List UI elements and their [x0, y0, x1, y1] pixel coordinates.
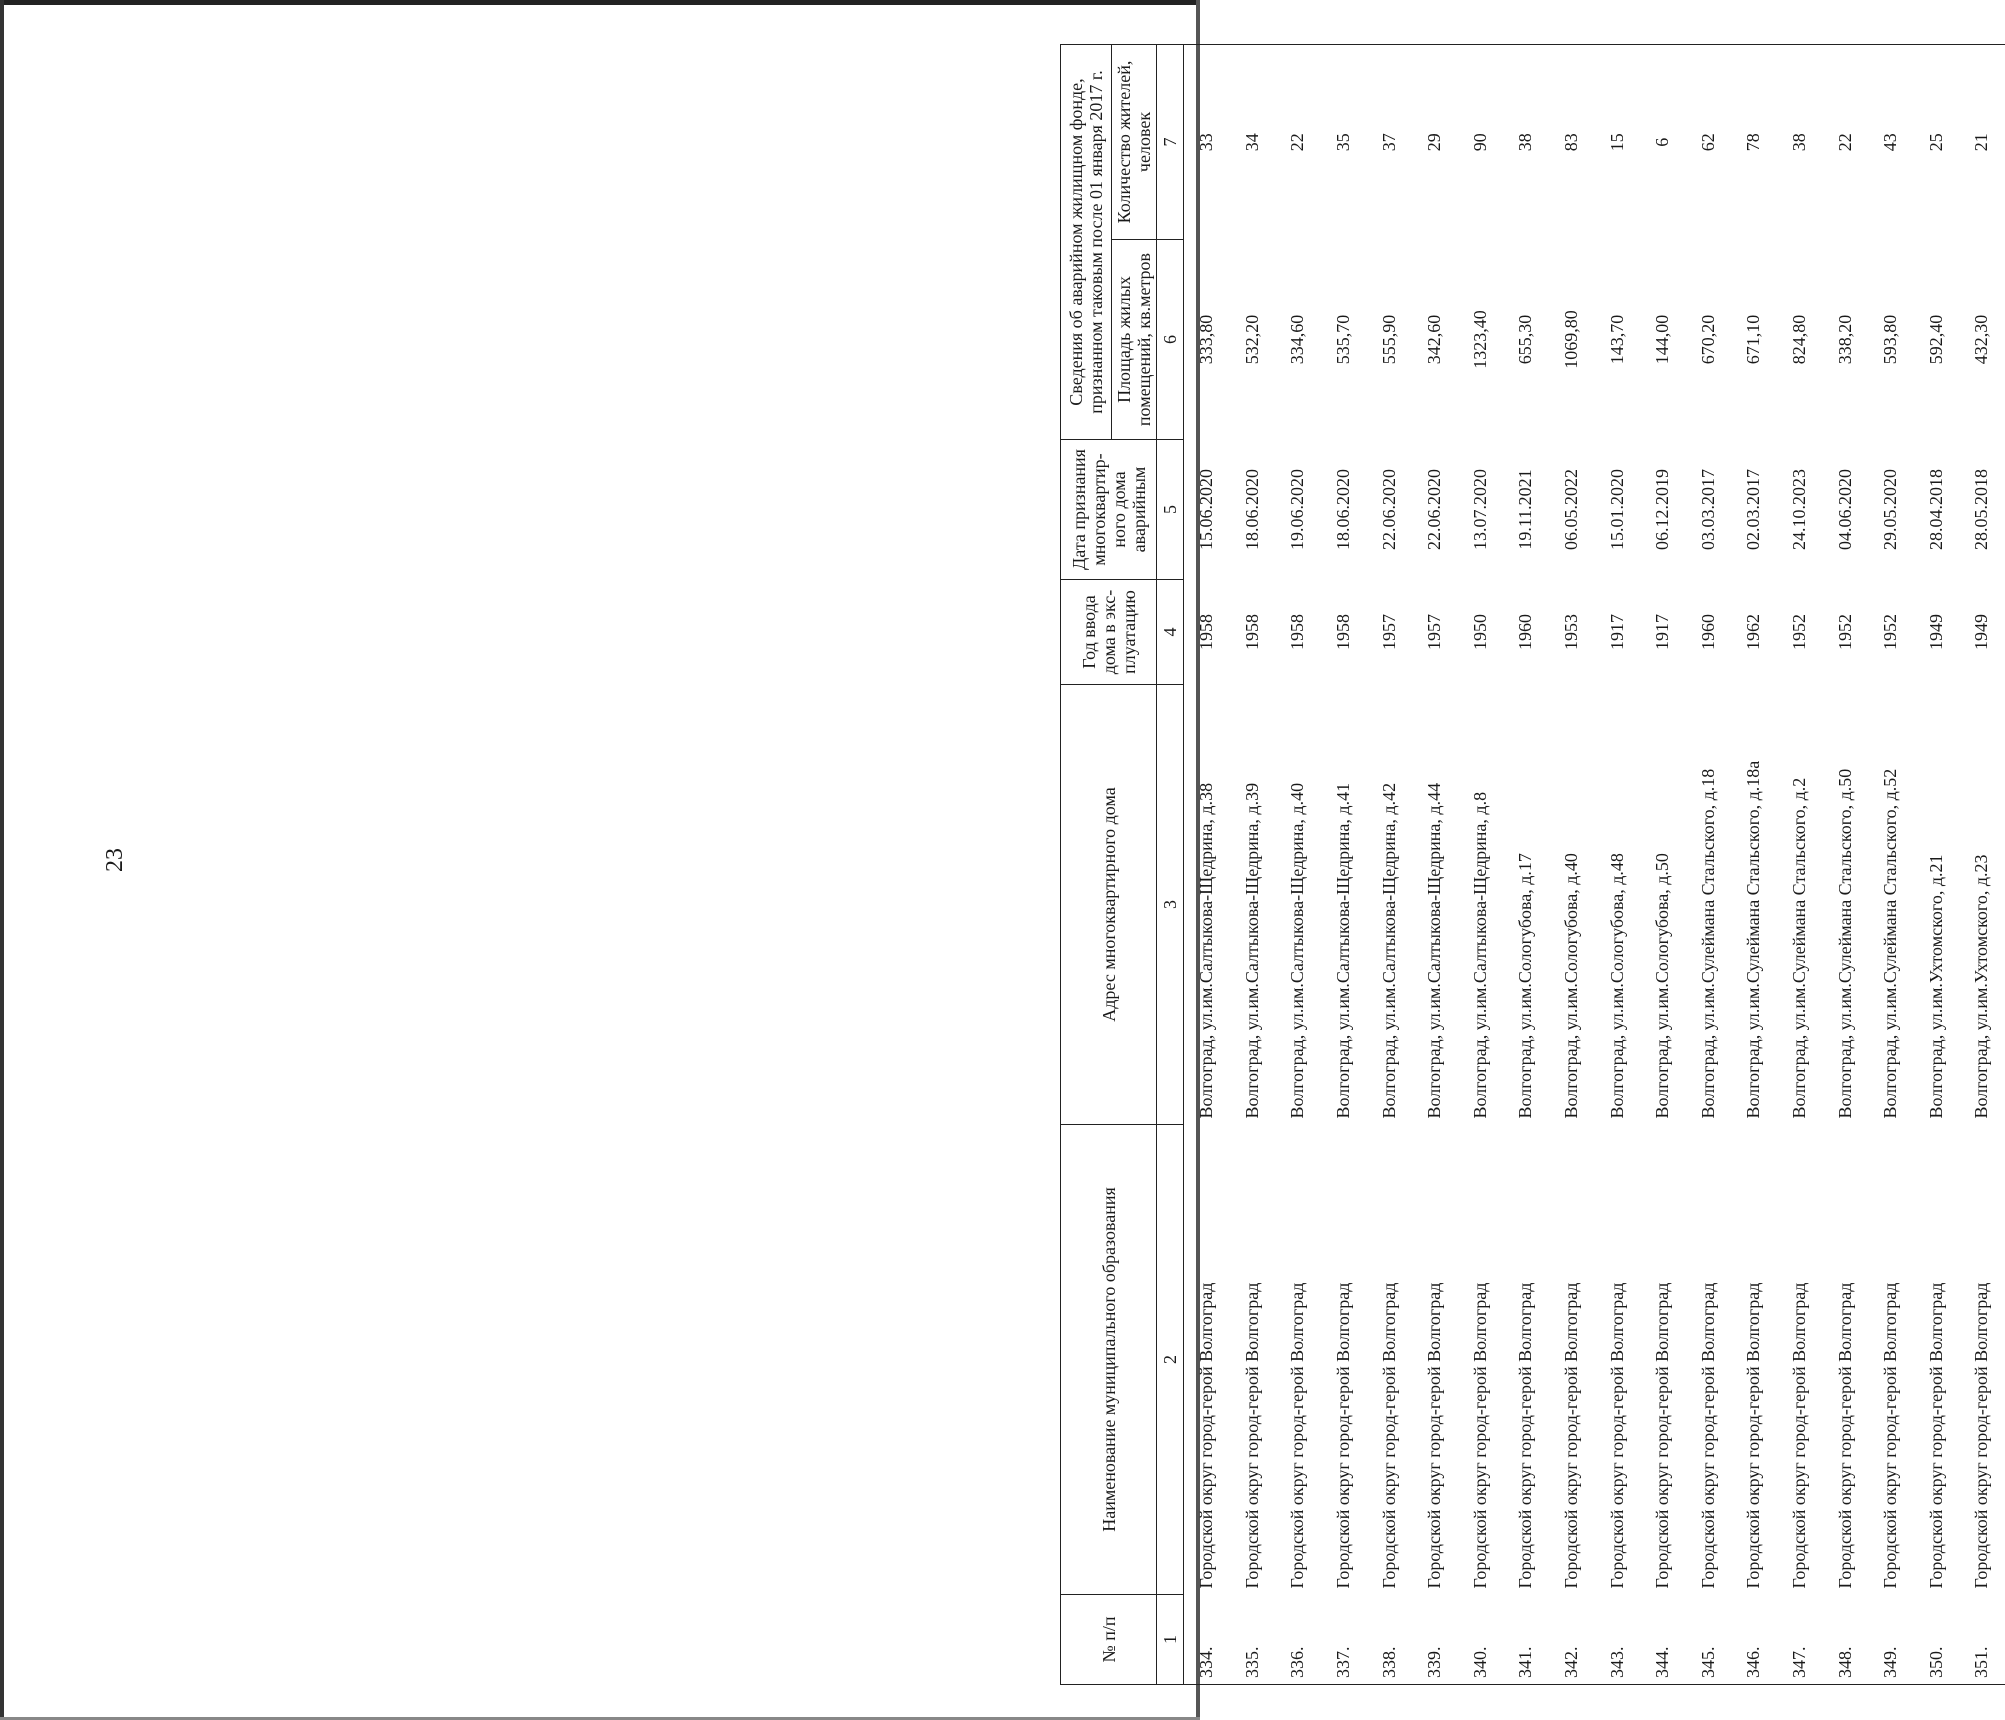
table-row [1959, 45, 2005, 1685]
column-index-row [1157, 45, 1184, 1685]
table-row [1549, 45, 1595, 1685]
header-municipality: Наименование муниципального образования [1061, 1125, 1157, 1595]
emergency-housing-table [1060, 44, 2005, 1685]
area-cell: 592,40 [1925, 314, 1946, 365]
date-cell: 06.12.2019 [1652, 469, 1673, 550]
row-number: 342. [1549, 1595, 1595, 1685]
area-cell: 432,30 [1971, 314, 1992, 365]
header-group-emergency-stock: Сведения об аварийном жилищном фонде, признанном таковым после 01 января 2017 г. [1061, 45, 1112, 440]
municipality-cell: Городской округ город-герой Волгоград [1469, 1282, 1490, 1589]
column-index: 5 [1157, 440, 1184, 580]
table-row [1412, 45, 1458, 1685]
table-row [1321, 45, 1367, 1685]
address-cell: Волгоград, ул.им.Салтыкова-Щедрина, д.40 [1287, 782, 1308, 1119]
municipality-cell: Городской округ город-герой Волгоград [1378, 1282, 1399, 1589]
address-cell: Волгоград, ул.им.Сулеймана Стальского, д.18а [1743, 760, 1764, 1119]
year-cell: 1917 [1606, 614, 1627, 650]
column-index: 3 [1157, 685, 1184, 1125]
address-cell: Волгоград, ул.им.Сологубова, д.48 [1606, 853, 1627, 1119]
row-number: 341. [1503, 1595, 1549, 1685]
row-number: 345. [1686, 1595, 1732, 1685]
date-cell: 22.06.2020 [1424, 469, 1445, 550]
date-cell: 22.06.2020 [1378, 469, 1399, 550]
area-cell: 334,60 [1287, 314, 1308, 365]
row-number: 350. [1914, 1595, 1960, 1685]
table-row [1594, 45, 1640, 1685]
row-number: 348. [1822, 1595, 1868, 1685]
address-cell: Волгоград, ул.им.Салтыкова-Щедрина, д.41 [1333, 782, 1354, 1119]
table-body [1184, 45, 2005, 1685]
residents-cell: 78 [1731, 45, 1777, 240]
municipality-cell: Городской округ город-герой Волгоград [1697, 1282, 1718, 1589]
year-cell: 1949 [1971, 614, 1992, 650]
area-cell: 532,20 [1241, 314, 1262, 365]
year-cell: 1958 [1287, 614, 1308, 650]
header-area: Площадь жилых помещений, кв.метров [1112, 240, 1157, 440]
header-num: № п/п [1061, 1595, 1157, 1685]
row-number: 337. [1321, 1595, 1367, 1685]
residents-cell: 33 [1184, 45, 1230, 240]
area-cell: 671,10 [1743, 314, 1764, 365]
date-cell: 06.05.2022 [1561, 469, 1582, 550]
residents-cell: 22 [1275, 45, 1321, 240]
date-cell: 28.05.2018 [1971, 469, 1992, 550]
residents-cell: 34 [1230, 45, 1276, 240]
area-cell: 555,90 [1378, 314, 1399, 365]
municipality-cell: Городской округ город-герой Волгоград [1287, 1282, 1308, 1589]
date-cell: 29.05.2020 [1880, 469, 1901, 550]
row-number: 346. [1731, 1595, 1777, 1685]
address-cell: Волгоград, ул.им.Сулеймана Стальского, д.52 [1880, 768, 1901, 1119]
address-cell: Волгоград, ул.им.Сулеймана Стальского, д.18 [1697, 768, 1718, 1119]
year-cell: 1953 [1561, 614, 1582, 650]
year-cell: 1957 [1378, 614, 1399, 650]
date-cell: 15.01.2020 [1606, 469, 1627, 550]
column-index: 7 [1157, 45, 1184, 240]
area-cell: 593,80 [1880, 314, 1901, 365]
row-number: 343. [1594, 1595, 1640, 1685]
row-number: 334. [1184, 1595, 1230, 1685]
area-cell: 342,60 [1424, 314, 1445, 365]
area-cell: 1323,40 [1469, 310, 1490, 369]
page-number: 23 [102, 848, 128, 872]
year-cell: 1958 [1333, 614, 1354, 650]
header-date: Дата признания многоквартир-ного дома аварийным [1061, 440, 1157, 580]
address-cell: Волгоград, ул.им.Сологубова, д.40 [1561, 853, 1582, 1119]
address-cell: Волгоград, ул.им.Сулеймана Стальского, д.2 [1789, 777, 1810, 1119]
year-cell: 1958 [1241, 614, 1262, 650]
scan-edge-left [0, 0, 4, 1720]
table-row [1731, 45, 1777, 1685]
area-cell: 655,30 [1515, 314, 1536, 365]
table-row [1230, 45, 1276, 1685]
rotated-page-content [1060, 45, 1992, 1685]
municipality-cell: Городской округ город-герой Волгоград [1880, 1282, 1901, 1589]
date-cell: 13.07.2020 [1469, 469, 1490, 550]
row-number: 340. [1458, 1595, 1504, 1685]
residents-cell: 21 [1959, 45, 2005, 240]
table-row [1275, 45, 1321, 1685]
table-row [1914, 45, 1960, 1685]
address-cell: Волгоград, ул.им.Ухтомского, д.21 [1925, 854, 1946, 1119]
municipality-cell: Городской округ город-герой Волгоград [1789, 1282, 1810, 1589]
year-cell: 1958 [1196, 614, 1217, 650]
residents-cell: 62 [1686, 45, 1732, 240]
municipality-cell: Городской округ город-герой Волгоград [1743, 1282, 1764, 1589]
year-cell: 1957 [1424, 614, 1445, 650]
row-number: 338. [1366, 1595, 1412, 1685]
residents-cell: 15 [1594, 45, 1640, 240]
date-cell: 19.11.2021 [1515, 469, 1536, 550]
date-cell: 03.03.2017 [1697, 469, 1718, 550]
residents-cell: 25 [1914, 45, 1960, 240]
date-cell: 02.03.2017 [1743, 469, 1764, 550]
address-cell: Волгоград, ул.им.Ухтомского, д.23 [1971, 854, 1992, 1119]
municipality-cell: Городской округ город-герой Волгоград [1515, 1282, 1536, 1589]
row-number: 349. [1868, 1595, 1914, 1685]
header-address: Адрес многоквартирного дома [1061, 685, 1157, 1125]
area-cell: 144,00 [1652, 314, 1673, 365]
year-cell: 1952 [1880, 614, 1901, 650]
year-cell: 1960 [1515, 614, 1536, 650]
row-number: 344. [1640, 1595, 1686, 1685]
table-row [1868, 45, 1914, 1685]
address-cell: Волгоград, ул.им.Сологубова, д.50 [1652, 853, 1673, 1119]
address-cell: Волгоград, ул.им.Салтыкова-Щедрина, д.39 [1241, 782, 1262, 1119]
column-index: 4 [1157, 580, 1184, 685]
table-header [1061, 45, 1184, 1685]
address-cell: Волгоград, ул.им.Сулеймана Стальского, д.50 [1834, 768, 1855, 1119]
date-cell: 15.06.2020 [1196, 469, 1217, 550]
area-cell: 1069,80 [1561, 310, 1582, 369]
row-number: 347. [1777, 1595, 1823, 1685]
date-cell: 19.06.2020 [1287, 469, 1308, 550]
table-row [1458, 45, 1504, 1685]
table-row [1640, 45, 1686, 1685]
municipality-cell: Городской округ город-герой Волгоград [1606, 1282, 1627, 1589]
area-cell: 338,20 [1834, 314, 1855, 365]
area-cell: 333,80 [1196, 314, 1217, 365]
table-row [1686, 45, 1732, 1685]
table-row [1777, 45, 1823, 1685]
year-cell: 1960 [1697, 614, 1718, 650]
address-cell: Волгоград, ул.им.Салтыкова-Щедрина, д.44 [1424, 782, 1445, 1119]
address-cell: Волгоград, ул.им.Салтыкова-Щедрина, д.42 [1378, 782, 1399, 1119]
year-cell: 1952 [1834, 614, 1855, 650]
date-cell: 04.06.2020 [1834, 469, 1855, 550]
municipality-cell: Городской округ город-герой Волгоград [1561, 1282, 1582, 1589]
column-index: 1 [1157, 1595, 1184, 1685]
year-cell: 1917 [1652, 614, 1673, 650]
residents-cell: 43 [1868, 45, 1914, 240]
address-cell: Волгоград, ул.им.Сологубова, д.17 [1515, 853, 1536, 1119]
municipality-cell: Городской округ город-герой Волгоград [1241, 1282, 1262, 1589]
table-row [1184, 45, 1230, 1685]
table-row [1503, 45, 1549, 1685]
municipality-cell: Городской округ город-герой Волгоград [1925, 1282, 1946, 1589]
header-year: Год ввода дома в экс-плуатацию [1061, 580, 1157, 685]
date-cell: 18.06.2020 [1241, 469, 1262, 550]
area-cell: 143,70 [1606, 314, 1627, 365]
year-cell: 1962 [1743, 614, 1764, 650]
residents-cell: 90 [1458, 45, 1504, 240]
year-cell: 1950 [1469, 614, 1490, 650]
residents-cell: 38 [1503, 45, 1549, 240]
residents-cell: 83 [1549, 45, 1595, 240]
municipality-cell: Городской округ город-герой Волгоград [1196, 1282, 1217, 1589]
municipality-cell: Городской округ город-герой Волгоград [1333, 1282, 1354, 1589]
date-cell: 24.10.2023 [1789, 469, 1810, 550]
municipality-cell: Городской округ город-герой Волгоград [1971, 1282, 1992, 1589]
residents-cell: 37 [1366, 45, 1412, 240]
area-cell: 535,70 [1333, 314, 1354, 365]
scan-edge-top [0, 0, 1200, 5]
municipality-cell: Городской округ город-герой Волгоград [1834, 1282, 1855, 1589]
column-index: 6 [1157, 240, 1184, 440]
residents-cell: 22 [1822, 45, 1868, 240]
municipality-cell: Городской округ город-герой Волгоград [1652, 1282, 1673, 1589]
municipality-cell: Городской округ город-герой Волгоград [1424, 1282, 1445, 1589]
residents-cell: 6 [1640, 45, 1686, 240]
table-row [1366, 45, 1412, 1685]
area-cell: 670,20 [1697, 314, 1718, 365]
row-number: 335. [1230, 1595, 1276, 1685]
row-number: 336. [1275, 1595, 1321, 1685]
table-row [1822, 45, 1868, 1685]
year-cell: 1952 [1789, 614, 1810, 650]
date-cell: 28.04.2018 [1925, 469, 1946, 550]
residents-cell: 38 [1777, 45, 1823, 240]
row-number: 339. [1412, 1595, 1458, 1685]
address-cell: Волгоград, ул.им.Салтыкова-Щедрина, д.38 [1196, 782, 1217, 1119]
residents-cell: 35 [1321, 45, 1367, 240]
year-cell: 1949 [1925, 614, 1946, 650]
area-cell: 824,80 [1789, 314, 1810, 365]
residents-cell: 29 [1412, 45, 1458, 240]
column-index: 2 [1157, 1125, 1184, 1595]
row-number: 351. [1959, 1595, 2005, 1685]
address-cell: Волгоград, ул.им.Салтыкова-Щедрина, д.8 [1469, 791, 1490, 1119]
date-cell: 18.06.2020 [1333, 469, 1354, 550]
header-residents: Количество жителей, человек [1112, 45, 1157, 240]
